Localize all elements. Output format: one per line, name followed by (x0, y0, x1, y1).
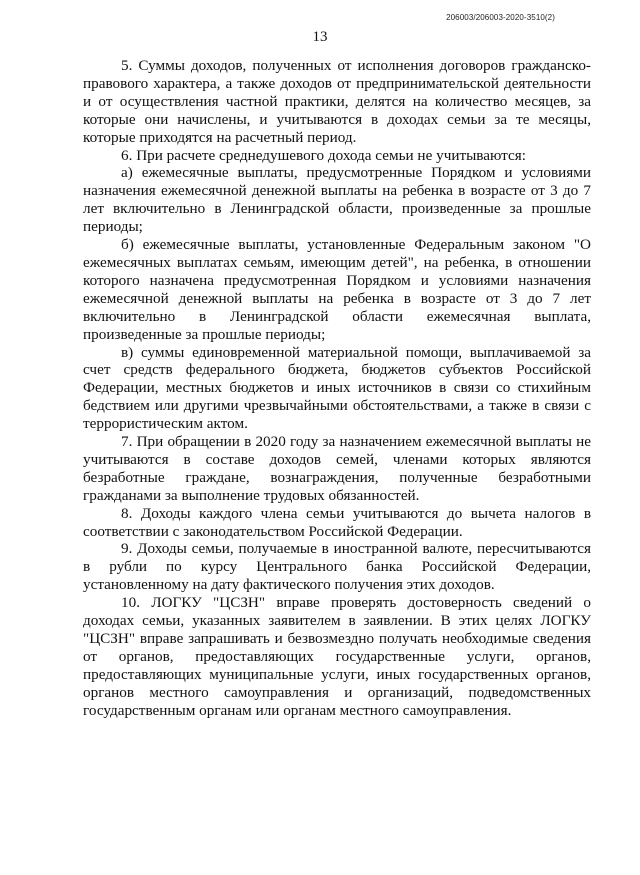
paragraph-6b: б) ежемесячные выплаты, установленные Федеральным законом "О ежемесячных выплатах семьям, имеющим детей", на ребенка, в отношении которого назначена предусмотренная Порядком и условиями назначения ежемесячной денежной выплаты на ребенка в возрасте от 3 до 7 лет включительно в Ленинградской области ежемесячная выплата, произведенные за прошлые периоды; (83, 236, 591, 343)
paragraph-6: 6. При расчете среднедушевого дохода семьи не учитываются: (121, 146, 526, 164)
paragraph-9: 9. Доходы семьи, получаемые в иностранной валюте, пересчитываются в рубли по курсу Центрального банка Российской Федерации, установленному на дату фактического получения этих доходов. (83, 540, 591, 594)
paragraph-7: 7. При обращении в 2020 году за назначением ежемесячной выплаты не учитываются в составе доходов семей, членами которых являются безработные граждане, вознаграждения, полученные безработными гражданами за выполнение трудовых обязанностей. (83, 433, 591, 504)
document-body (83, 57, 591, 720)
paragraph-6c: в) суммы единовременной материальной помощи, выплачиваемой за счет средств федерального бюджета, бюджетов субъектов Российской Федерации, местных бюджетов и иных источников в связи со стихийным бедствием или другими чрезвычайными обстоятельствами, а также в связи с террористическим актом. (83, 343, 591, 433)
document-code: 206003/206003-2020-3510(2) (446, 13, 555, 22)
paragraph-10: 10. ЛОГКУ "ЦСЗН" вправе проверять достоверность сведений о доходах семьи, указанных заявителем в заявлении. В этих целях ЛОГКУ "ЦСЗН" вправе запрашивать и безвозмездно получать необходимые сведения от органов, предоставляющих государственные услуги, органов, предоставляющих муниципальные услуги, иных государственных органов, органов местного самоуправления и организаций, подведомственных государственным органам или органам местного самоуправления. (83, 594, 591, 719)
paragraph-6a: а) ежемесячные выплаты, предусмотренные Порядком и условиями назначения ежемесячной денежной выплаты на ребенка в возрасте от 3 до 7 лет включительно в Ленинградской области, произведенные за прошлые периоды; (83, 164, 591, 236)
paragraph-5: 5. Суммы доходов, полученных от исполнения договоров гражданско-правового характера, а также доходов от предпринимательской деятельности и от осуществления частной практики, делятся на количество месяцев, за которые они начислены, и учитываются в доходах семьи за те месяцы, которые приходятся на расчетный период. (83, 57, 591, 146)
paragraph-8: 8. Доходы каждого члена семьи учитываются до вычета налогов в соответствии с законодательством Российской Федерации. (83, 504, 591, 540)
page-number: 13 (312, 29, 328, 45)
